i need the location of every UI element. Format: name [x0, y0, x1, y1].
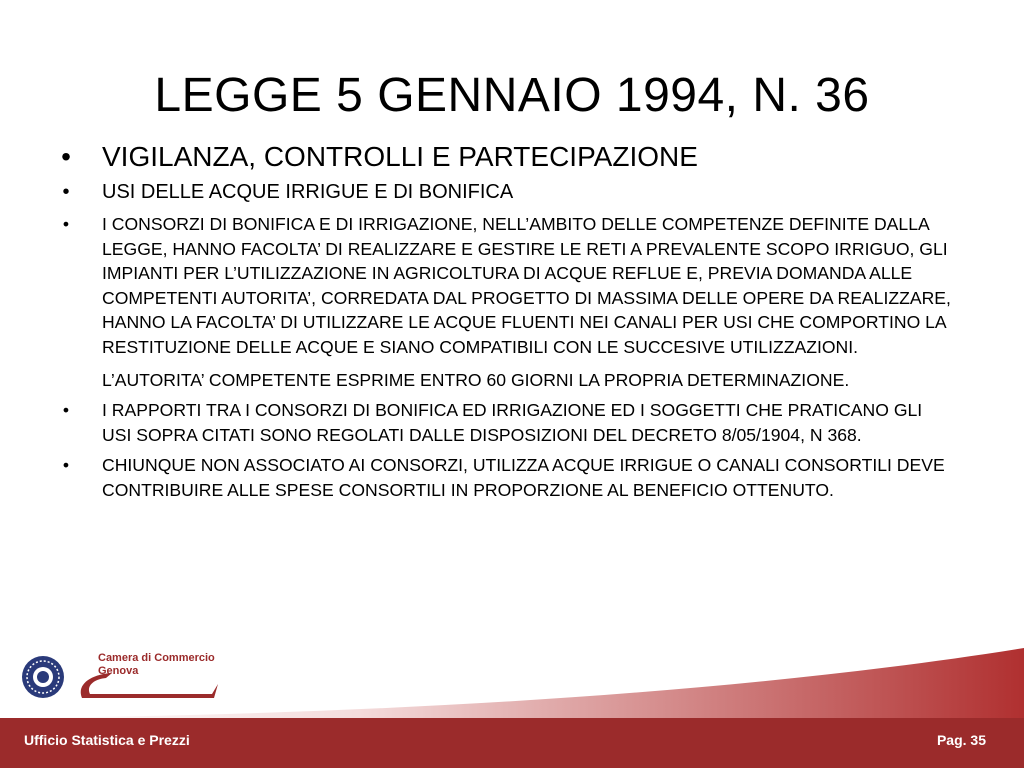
bullet-dot: • — [62, 400, 70, 421]
camera-commercio-logo — [20, 648, 220, 708]
bullet-text: CHIUNQUE NON ASSOCIATO AI CONSORZI, UTILIZZA ACQUE IRRIGUE O CANALI CONSORTILI DEVE CONTRIBUIRE ALLE SPESE CONSORTILI IN PROPORZIONE AL BENEFICIO OTTENUTO. — [102, 455, 945, 500]
bullet-dot: • — [61, 141, 71, 172]
seal-icon — [20, 654, 66, 700]
bullet-text: USI DELLE ACQUE IRRIGUE E DI BONIFICA — [102, 181, 514, 203]
bullet-list — [56, 140, 956, 509]
bullet-item — [56, 180, 956, 204]
bullet-dot: • — [62, 214, 70, 234]
bullet-text: I RAPPORTI TRA I CONSORZI DI BONIFICA ED IRRIGAZIONE ED I SOGGETTI CHE PRATICANO GLI USI SOPRA CITATI SONO REGOLATI DALLE DISPOSIZIONI DEL DECRETO 8/05/1904, N 368. — [102, 400, 923, 445]
logo-swoosh-icon — [72, 664, 222, 704]
bullet-dot: • — [62, 455, 70, 476]
bullet-item — [56, 453, 956, 502]
bullet-item — [56, 212, 956, 392]
logo-line2: Genova — [98, 665, 139, 677]
bullet-item — [56, 140, 956, 174]
bullet-item — [56, 398, 956, 447]
slide-title: LEGGE 5 GENNAIO 1994, N. 36 — [154, 69, 870, 122]
bullet-text: VIGILANZA, CONTROLLI E PARTECIPAZIONE — [102, 141, 698, 172]
bullet-text: I CONSORZI DI BONIFICA E DI IRRIGAZIONE, NELL’AMBITO DELLE COMPETENZE DEFINITE DALLA LEGGE, HANNO FACOLTA’ DI REALIZZARE E GESTIRE LE RETI A PREVALENTE SCOPO IRRIGUO, GLI IMPIANTI PER L’UTILIZZAZIONE IN AGRICOLTURA DI ACQUE REFLUE E, PREVIA DOMANDA ALLE COMPETENTI AUTORITA’, CORREDATA DAL PROGETTO DI MASSIMA DELLE OPERE DA REALIZZARE, HANNO LA FACOLTA’ DI UTILIZZARE LE ACQUE FLUENTI NEI CANALI PER USI CHE COMPORTINO LA RESTITUZIONE DELLE ACQUE E SIANO COMPATIBILI CON LE SUCCESIVE UTILIZZAZIONI. — [102, 214, 951, 357]
bullet-dot: • — [62, 181, 70, 203]
bullet-continuation: L’AUTORITA’ COMPETENTE ESPRIME ENTRO 60 GIORNI LA PROPRIA DETERMINAZIONE. — [102, 369, 850, 390]
footer-bar — [0, 718, 1024, 768]
footer-office-label: Ufficio Statistica e Prezzi — [24, 732, 190, 748]
page-number: Pag. 35 — [936, 732, 986, 748]
logo-line1: Camera di Commercio — [98, 652, 215, 664]
